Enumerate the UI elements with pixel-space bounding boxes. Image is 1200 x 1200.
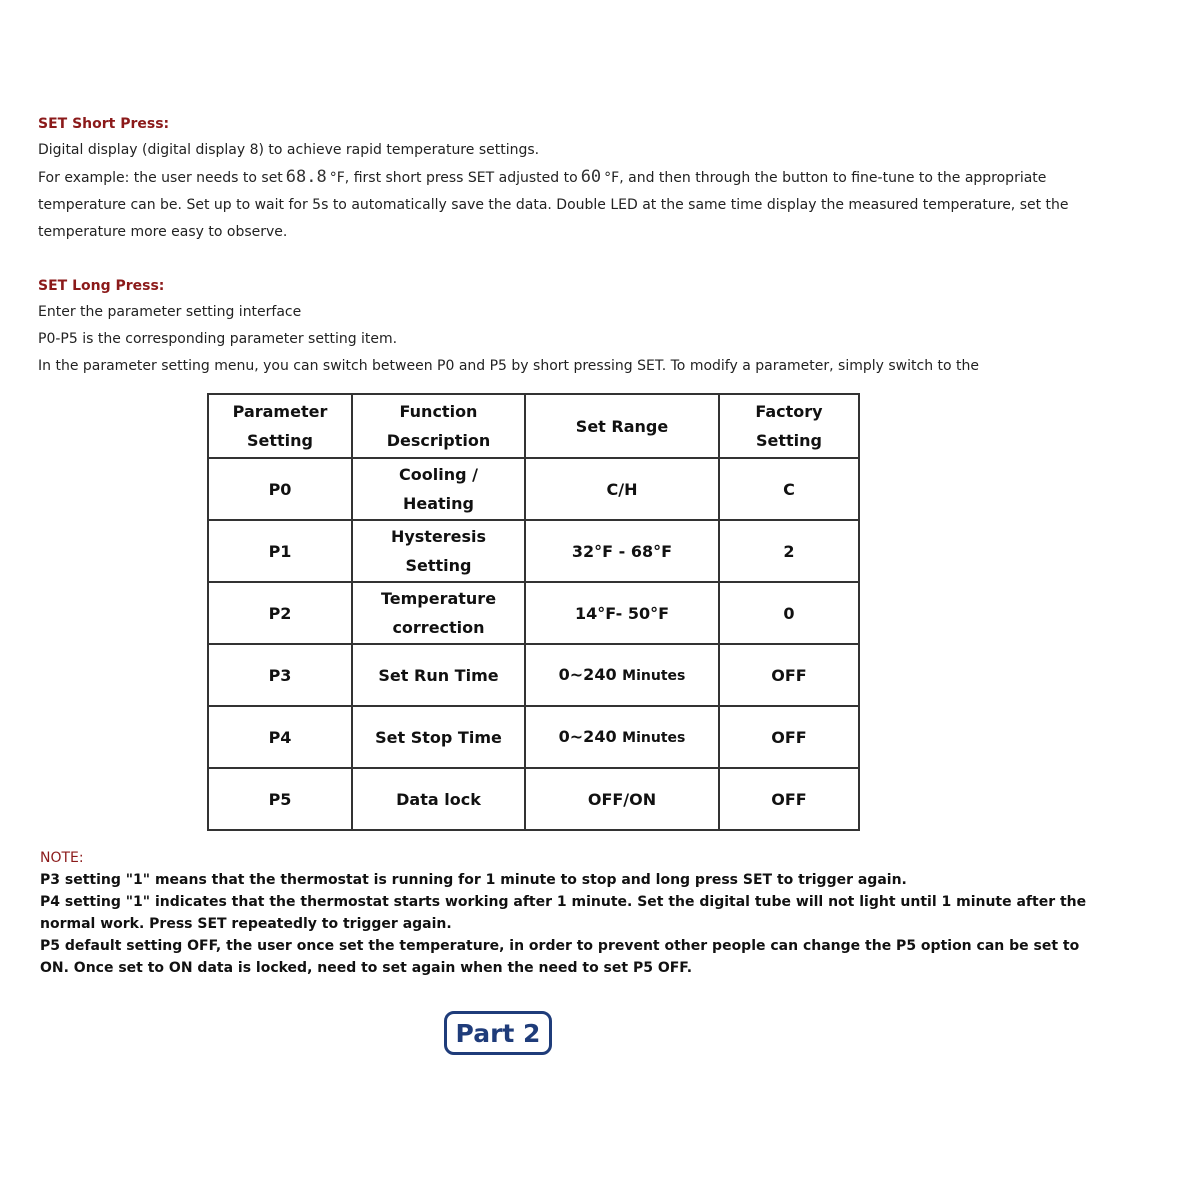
long-press-heading: SET Long Press: [38, 278, 165, 294]
header-parameter-line-1: Parameter [232, 402, 328, 421]
header-function-line-2: Description [386, 431, 491, 450]
cell-factory: C [719, 458, 859, 520]
note-line-3: normal work. Press SET repeatedly to trigger again. [40, 916, 452, 932]
long-press-line-1: Enter the parameter setting interface [38, 304, 302, 320]
cell-function-line-2: correction [392, 618, 485, 637]
cell-range: C/H [525, 458, 719, 520]
table-row [208, 520, 859, 582]
digit-value-a: 68.8 [285, 167, 327, 187]
table-row [208, 582, 859, 644]
header-factory-line-1: Factory [755, 402, 823, 421]
note-body [40, 869, 1130, 979]
cell-factory: 2 [719, 520, 859, 582]
table-row [208, 644, 859, 706]
short-press-line-2-post: °F, and then through the button to fine-tune to the appropriate [604, 170, 1047, 186]
cell-factory: OFF [719, 644, 859, 706]
table-row [208, 768, 859, 830]
cell-range: 14°F- 50°F [525, 582, 719, 644]
note-label: NOTE: [40, 850, 84, 866]
cell-range [525, 706, 719, 768]
header-function-description [352, 394, 525, 458]
cell-range-unit: Minutes [622, 667, 686, 684]
table-row [208, 458, 859, 520]
short-press-line-4: temperature more easy to observe. [38, 224, 288, 240]
table-header-row [208, 394, 859, 458]
note-line-5: ON. Once set to ON data is locked, need to set again when the need to set P5 OFF. [40, 960, 693, 976]
note-line-1: P3 setting "1" means that the thermostat is running for 1 minute to stop and long press SET to trigger again. [40, 872, 907, 888]
cell-param: P1 [208, 520, 352, 582]
cell-range-unit: Minutes [622, 729, 686, 746]
note-line-4: P5 default setting OFF, the user once set the temperature, in order to prevent other people can change the P5 option can be set to [40, 938, 1080, 954]
short-press-line-2 [38, 164, 1148, 192]
short-press-paragraph [38, 137, 1148, 246]
cell-function: Set Run Time [352, 644, 525, 706]
long-press-line-2: P0-P5 is the corresponding parameter setting item. [38, 331, 398, 347]
cell-factory: OFF [719, 768, 859, 830]
header-parameter-line-2: Setting [247, 431, 313, 450]
cell-range: 32°F - 68°F [525, 520, 719, 582]
cell-function: Set Stop Time [352, 706, 525, 768]
cell-function: Data lock [352, 768, 525, 830]
cell-range [525, 644, 719, 706]
short-press-line-3: temperature can be. Set up to wait for 5s to automatically save the data. Double LED at the same time display the measured temperature, set the [38, 197, 1069, 213]
part-2-badge: Part 2 [444, 1011, 552, 1055]
cell-param: P2 [208, 582, 352, 644]
cell-factory: OFF [719, 706, 859, 768]
short-press-line-2-mid: °F, first short press SET adjusted to [329, 170, 578, 186]
short-press-heading: SET Short Press: [38, 116, 170, 132]
digit-value-b: 60 [580, 167, 602, 187]
cell-function-line-1: Temperature [380, 589, 497, 608]
long-press-line-3: In the parameter setting menu, you can switch between P0 and P5 by short pressing SET. To modify a parameter, simply switch to the [38, 358, 980, 374]
cell-param: P0 [208, 458, 352, 520]
cell-param: P3 [208, 644, 352, 706]
cell-param: P4 [208, 706, 352, 768]
header-factory-line-2: Setting [756, 431, 822, 450]
cell-function [352, 582, 525, 644]
note-line-2: P4 setting "1" indicates that the thermostat starts working after 1 minute. Set the digital tube will not light until 1 minute after the [40, 894, 1087, 910]
header-set-range: Set Range [525, 394, 719, 458]
table-row [208, 706, 859, 768]
cell-factory: 0 [719, 582, 859, 644]
header-function-line-1: Function [399, 402, 478, 421]
cell-range-value: 0~240 [558, 664, 617, 684]
short-press-line-2-pre: For example: the user needs to set [38, 170, 283, 186]
cell-range-value: 0~240 [558, 726, 617, 746]
short-press-line-1: Digital display (digital display 8) to achieve rapid temperature settings. [38, 142, 540, 158]
header-factory-setting [719, 394, 859, 458]
parameter-table [207, 393, 860, 831]
cell-function: Cooling / Heating [352, 458, 525, 520]
long-press-paragraph [38, 299, 1148, 380]
header-parameter-setting [208, 394, 352, 458]
cell-function: Hysteresis Setting [352, 520, 525, 582]
cell-range: OFF/ON [525, 768, 719, 830]
cell-param: P5 [208, 768, 352, 830]
